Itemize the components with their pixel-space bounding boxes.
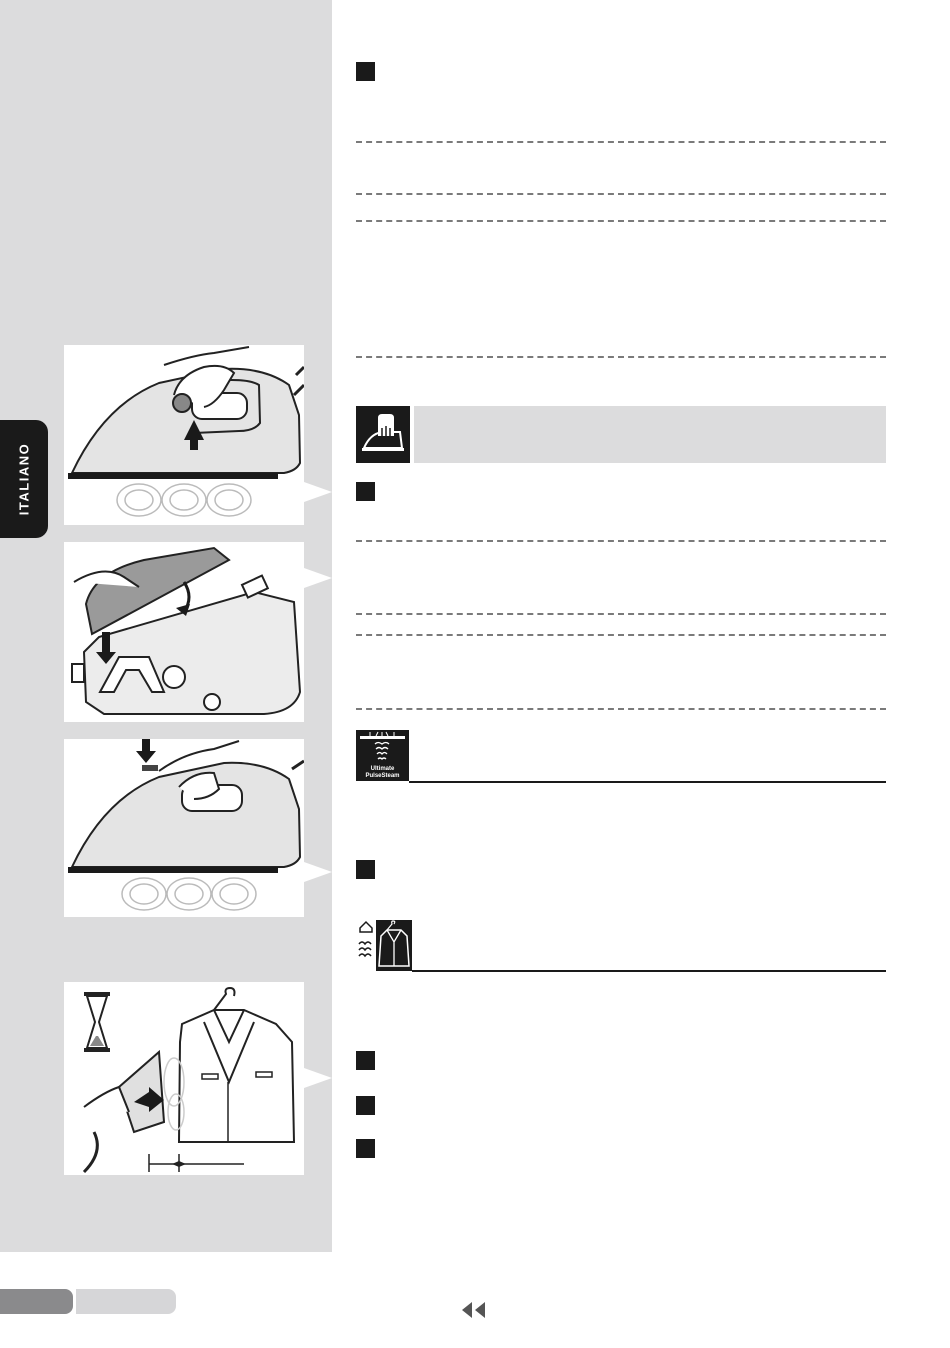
callout-pointer-4 (304, 1068, 332, 1088)
dashed-divider (356, 708, 886, 710)
double-chevron-left-icon[interactable] (460, 1302, 488, 1318)
page-tab-current (0, 1289, 73, 1314)
section-underline (409, 781, 886, 783)
step-bullet-6 (356, 1139, 375, 1158)
callout-pointer-3 (304, 862, 332, 882)
dashed-divider (356, 613, 886, 615)
step-bullet-4 (356, 1051, 375, 1070)
step-bullet-1 (356, 62, 375, 81)
illustration-iron-pulse-steam (64, 739, 304, 917)
step-bullet-3 (356, 860, 375, 879)
step-bullet-5 (356, 1096, 375, 1115)
dashed-divider (356, 540, 886, 542)
dashed-divider (356, 356, 886, 358)
illustration-vertical-steam (64, 982, 304, 1175)
vertical-steam-icon (356, 920, 412, 971)
language-tab-label: ITALIANO (16, 442, 32, 516)
dashed-divider (356, 141, 886, 143)
pulse-icon-text-line2: PulseSteam (365, 773, 400, 779)
illustration-iron-steam-trigger (64, 345, 304, 525)
step-bullet-2 (356, 482, 375, 501)
illustration-iron-on-base (64, 542, 304, 722)
dashed-divider (356, 193, 886, 195)
page-tab-next (76, 1289, 176, 1314)
dashed-divider (356, 634, 886, 636)
callout-pointer-1 (304, 482, 332, 502)
callout-pointer-2 (304, 568, 332, 588)
pulse-icon-text-line1: Ultimate (370, 766, 395, 772)
section-banner-touch-steam (414, 406, 886, 463)
dashed-divider (356, 220, 886, 222)
section-underline (412, 970, 886, 972)
ultimate-pulsesteam-icon (356, 730, 409, 781)
hourglass-icon (84, 992, 110, 1052)
touch-steam-icon (356, 406, 410, 463)
language-tab (0, 420, 48, 538)
